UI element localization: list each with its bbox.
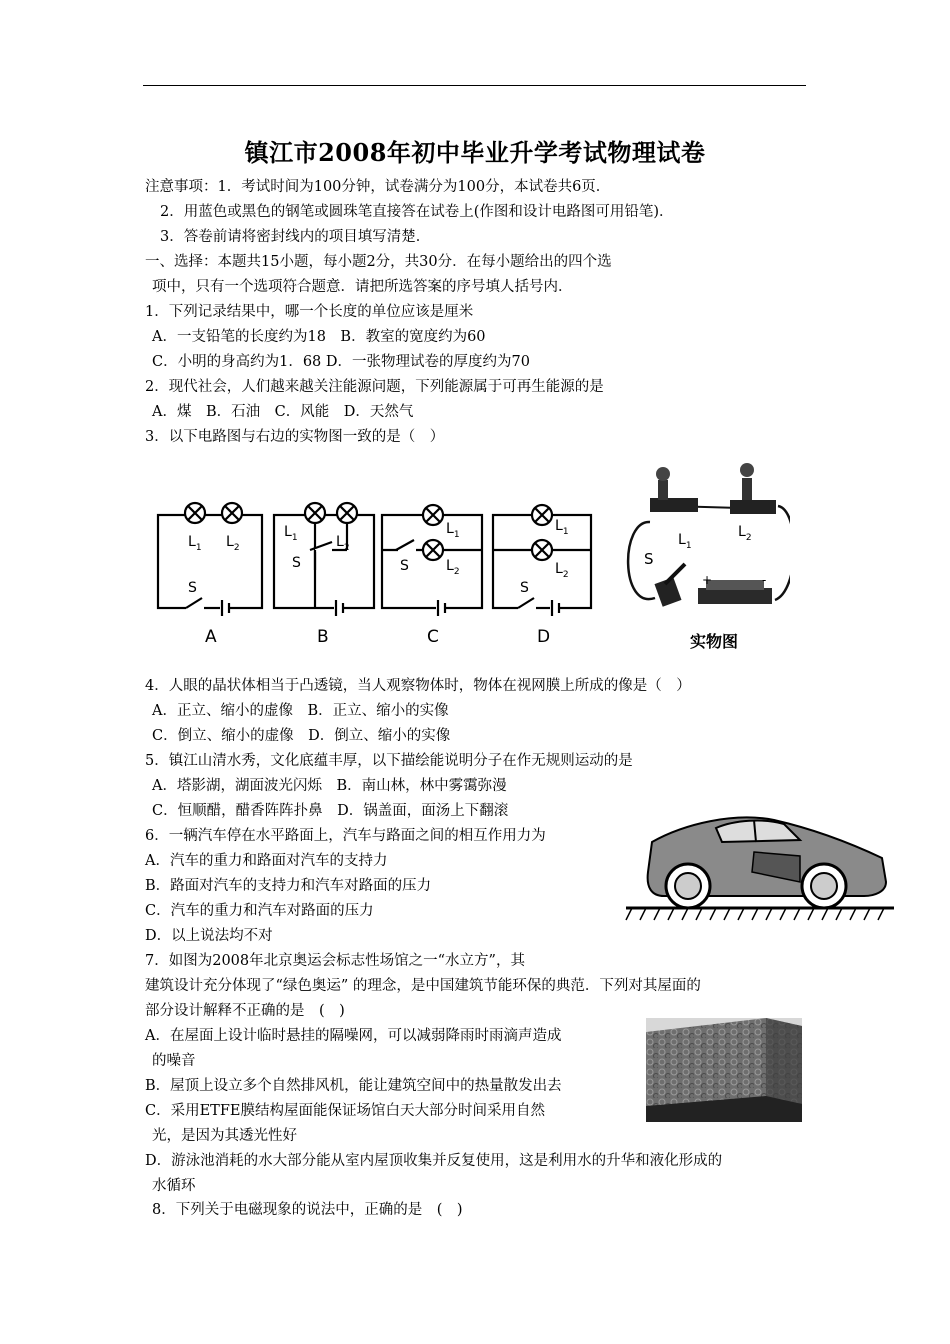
q5-stem: 5．镇江山清水秀，文化底蕴丰厚，以下描绘能说明分子在作无规则运动的是 bbox=[145, 753, 633, 769]
q6-option-d: D．以上说法均不对 bbox=[145, 928, 273, 944]
q7-option-d: D．游泳池消耗的水大部分能从室内屋顶收集并反复使用，这是利用水的升华和液化形成的 bbox=[145, 1153, 723, 1169]
circuit-a bbox=[158, 503, 262, 616]
q4-stem: 4．人眼的晶状体相当于凸透镜，当人观察物体时，物体在视网膜上所成的像是（ ） bbox=[145, 678, 691, 694]
q3-stem: 3．以下电路图与右边的实物图一致的是（ ） bbox=[145, 429, 445, 445]
q6-option-b: B．路面对汽车的支持力和汽车对路面的压力 bbox=[145, 878, 432, 894]
exam-title: 镇江市2008年初中毕业升学考试物理试卷 bbox=[244, 138, 706, 167]
a-switch-label: S bbox=[188, 580, 197, 596]
c-lamp1-label: $L_1$ bbox=[446, 521, 460, 540]
label-c: C bbox=[427, 627, 439, 647]
physical-circuit-photo bbox=[628, 463, 790, 651]
section-heading-cont: 项中，只有一个选项符合题意．请把所选答案的序号填人括号内． bbox=[152, 279, 573, 295]
b-lamp1-label: $L_1$ bbox=[284, 524, 298, 543]
water-cube-photo bbox=[646, 1018, 802, 1122]
q1-options-cd: C．小明的身高约为1．68 D．一张物理试卷的厚度约为70 bbox=[152, 354, 530, 370]
circuit-d bbox=[493, 505, 591, 616]
b-lamp2-label: $L_2$ bbox=[336, 534, 350, 553]
label-a: A bbox=[205, 627, 217, 647]
photo-caption: 实物图 bbox=[690, 632, 739, 651]
b-switch-label: S bbox=[292, 555, 301, 571]
circuit-c bbox=[382, 505, 482, 616]
svg-text:L1: $L_1$ bbox=[678, 532, 692, 551]
q8-stem: 8．下列关于电磁现象的说法中，正确的是 ( ) bbox=[152, 1202, 463, 1218]
q7-option-c: C．采用ETFE膜结构屋面能保证场馆白天大部分时间采用自然 bbox=[145, 1103, 545, 1119]
label-d: D bbox=[537, 627, 551, 647]
notice-line-3: 3．答卷前请将密封线内的项目填写清楚． bbox=[160, 229, 431, 245]
svg-text:-: - bbox=[762, 573, 767, 587]
q7-stem: 7．如图为2008年北京奥运会标志性场馆之一“水立方”，其 bbox=[145, 953, 525, 969]
q5-options-ab: A．塔影湖，湖面波光闪烁 B．南山林，林中雾霭弥漫 bbox=[152, 778, 507, 794]
q6-option-a: A．汽车的重力和路面对汽车的支持力 bbox=[145, 853, 388, 869]
notice-line-1: 注意事项：1．考试时间为100分钟，试卷满分为100分，本试卷共6页． bbox=[145, 179, 611, 195]
c-lamp2-label: $L_2$ bbox=[446, 558, 460, 577]
q6-stem: 6．一辆汽车停在水平路面上，汽车与路面之间的相互作用力为 bbox=[145, 828, 546, 844]
q7-option-a: A．在屋面上设计临时悬挂的隔噪网，可以减弱降雨时雨滴声造成 bbox=[145, 1028, 562, 1044]
q6-option-c: C．汽车的重力和汽车对路面的压力 bbox=[145, 903, 374, 919]
q7-stem-cont2: 部分设计解释不正确的是 ( ) bbox=[145, 1003, 345, 1019]
svg-text:L2: $L_2$ bbox=[738, 524, 752, 543]
svg-text:+: + bbox=[702, 573, 713, 587]
section-heading: 一、选择：本题共15小题，每小题2分，共30分．在每小题给出的四个选 bbox=[145, 254, 612, 270]
svg-text:S: S bbox=[644, 550, 654, 568]
q7-option-b: B．屋顶上设立多个自然排风机，能让建筑空间中的热量散发出去 bbox=[145, 1078, 562, 1094]
circuit-diagrams-figure bbox=[150, 450, 790, 665]
q7-stem-cont: 建筑设计充分体现了“绿色奥运” 的理念，是中国建筑节能环保的典范．下列对其屋面的 bbox=[145, 978, 701, 994]
q7-option-a-cont: 的噪音 bbox=[152, 1053, 196, 1069]
circuit-b bbox=[274, 503, 374, 616]
q1-stem: 1．下列记录结果中，哪一个长度的单位应该是厘米 bbox=[145, 304, 474, 320]
a-lamp1-label: $L_1$ bbox=[188, 534, 202, 553]
car-illustration bbox=[624, 800, 896, 930]
q2-options: A．煤 B．石油 C．风能 D．天然气 bbox=[152, 404, 414, 420]
notice-line-2: 2．用蓝色或黑色的钢笔或圆珠笔直接答在试卷上(作图和设计电路图可用铅笔)． bbox=[160, 204, 674, 220]
d-switch-label: S bbox=[520, 580, 529, 596]
c-switch-label: S bbox=[400, 558, 409, 574]
q2-stem: 2．现代社会，人们越来越关注能源问题，下列能源属于可再生能源的是 bbox=[145, 379, 604, 395]
d-lamp2-label: $L_2$ bbox=[555, 561, 569, 580]
label-b: B bbox=[317, 627, 329, 647]
a-lamp2-label: $L_2$ bbox=[226, 534, 240, 553]
q7-option-d-cont: 水循环 bbox=[152, 1178, 196, 1194]
top-rule bbox=[143, 85, 806, 86]
d-lamp1-label: $L_1$ bbox=[555, 518, 569, 537]
q1-options-ab: A．一支铅笔的长度约为18 B．教室的宽度约为60 bbox=[152, 329, 486, 345]
q5-options-cd: C．恒顺醋，醋香阵阵扑鼻 D．锅盖面，面汤上下翻滚 bbox=[152, 803, 509, 819]
q4-options-cd: C．倒立、缩小的虚像 D．倒立、缩小的实像 bbox=[152, 728, 451, 744]
q7-option-c-cont: 光，是因为其透光性好 bbox=[152, 1128, 297, 1144]
q4-options-ab: A．正立、缩小的虚像 B．正立、缩小的实像 bbox=[152, 703, 449, 719]
